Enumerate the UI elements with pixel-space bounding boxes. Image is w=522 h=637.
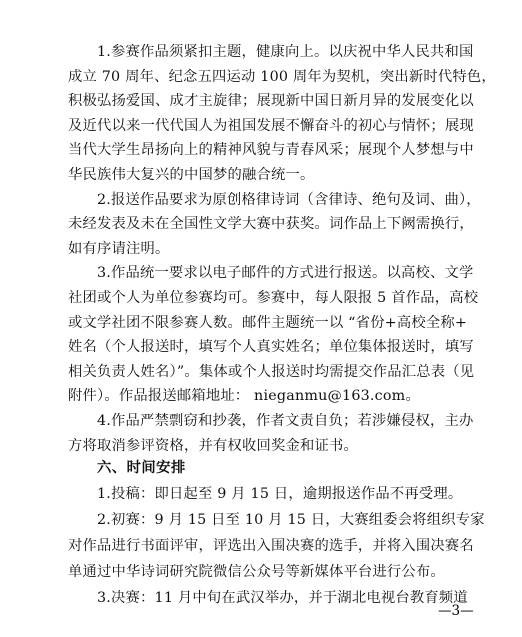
paragraph-4-line-1: 4.作品严禁剽窃和抄袭，作者文责自负；若涉嫌侵权，主办 [97, 413, 474, 429]
schedule-item-1: 1.投稿：即日起至 9 月 15 日，逾期报送作品不再受理。 [97, 486, 463, 502]
paragraph-3-line-2: 社团或个人为单位参赛均可。参赛中，每人限报 5 首作品，高校 [68, 290, 479, 306]
schedule-item-2-line-1: 2.初赛：9 月 15 日至 10 月 15 日，大赛组委会将组织专家 [97, 512, 485, 528]
schedule-item-3: 3.决赛：11 月中旬在武汉举办，并于湖北电视台教育频道 [97, 590, 468, 606]
paragraph-2-line-1: 2.报送作品要求为原创格律诗词（含律诗、绝句及词、曲）， [97, 191, 481, 208]
paragraph-1-line-1: 1.参赛作品须紧扣主题，健康向上。以庆祝中华人民共和国 [97, 44, 474, 60]
paragraph-3-line-3: 或文学社团不限参赛人数。邮件主题统一以 “省份+高校全称+ [68, 314, 468, 331]
schedule-item-2-line-3: 单通过中华诗词研究院微信公众号等新媒体平台进行公布。 [68, 564, 445, 580]
paragraph-4-line-2: 方将取消参评资格，并有权收回奖金和证书。 [68, 437, 358, 454]
page-number: —3— [438, 603, 474, 619]
paragraph-1-line-4: 及近代以来一代代国人为祖国发展不懈奋斗的初心与情怀；展现 [68, 117, 474, 134]
schedule-item-2-line-2: 对作品进行书面评审，评选出入围决赛的选手，并将入围决赛名 [68, 538, 474, 554]
paragraph-3-line-5: 相关负责人姓名）”。集体或个人报送时均需提交作品汇总表（见 [68, 363, 475, 380]
paragraph-2-line-3: 如有序请注明。 [68, 240, 170, 257]
paragraph-1-line-5: 当代大学生昂扬向上的精神风貌与青春风采；展现个人梦想与中 [68, 142, 474, 159]
section-heading-schedule: 六、时间安排 [97, 460, 186, 476]
paragraph-3-line-6: 附件）。作品报送邮箱地址： nieganmu@163.com。 [68, 388, 420, 405]
paragraph-1-line-6: 华民族伟大复兴的中国梦的融合统一。 [68, 167, 315, 183]
paragraph-1-line-2: 成立 70 周年、纪念五四运动 100 周年为契机，突出新时代特色， [68, 68, 496, 85]
paragraph-2-line-2: 未经发表及未在全国性文学大赛中获奖。词作品上下阙需换行， [68, 216, 474, 233]
paragraph-3-line-4: 姓名（个人报送时，填写个人真实姓名；单位集体报送时，填写 [68, 339, 474, 356]
paragraph-3-line-1: 3.作品统一要求以电子邮件的方式进行报送。以高校、文学 [97, 265, 474, 282]
paragraph-1-line-3: 积极弘扬爱国、成才主旋律；展现新中国日新月异的发展变化以 [68, 93, 474, 110]
